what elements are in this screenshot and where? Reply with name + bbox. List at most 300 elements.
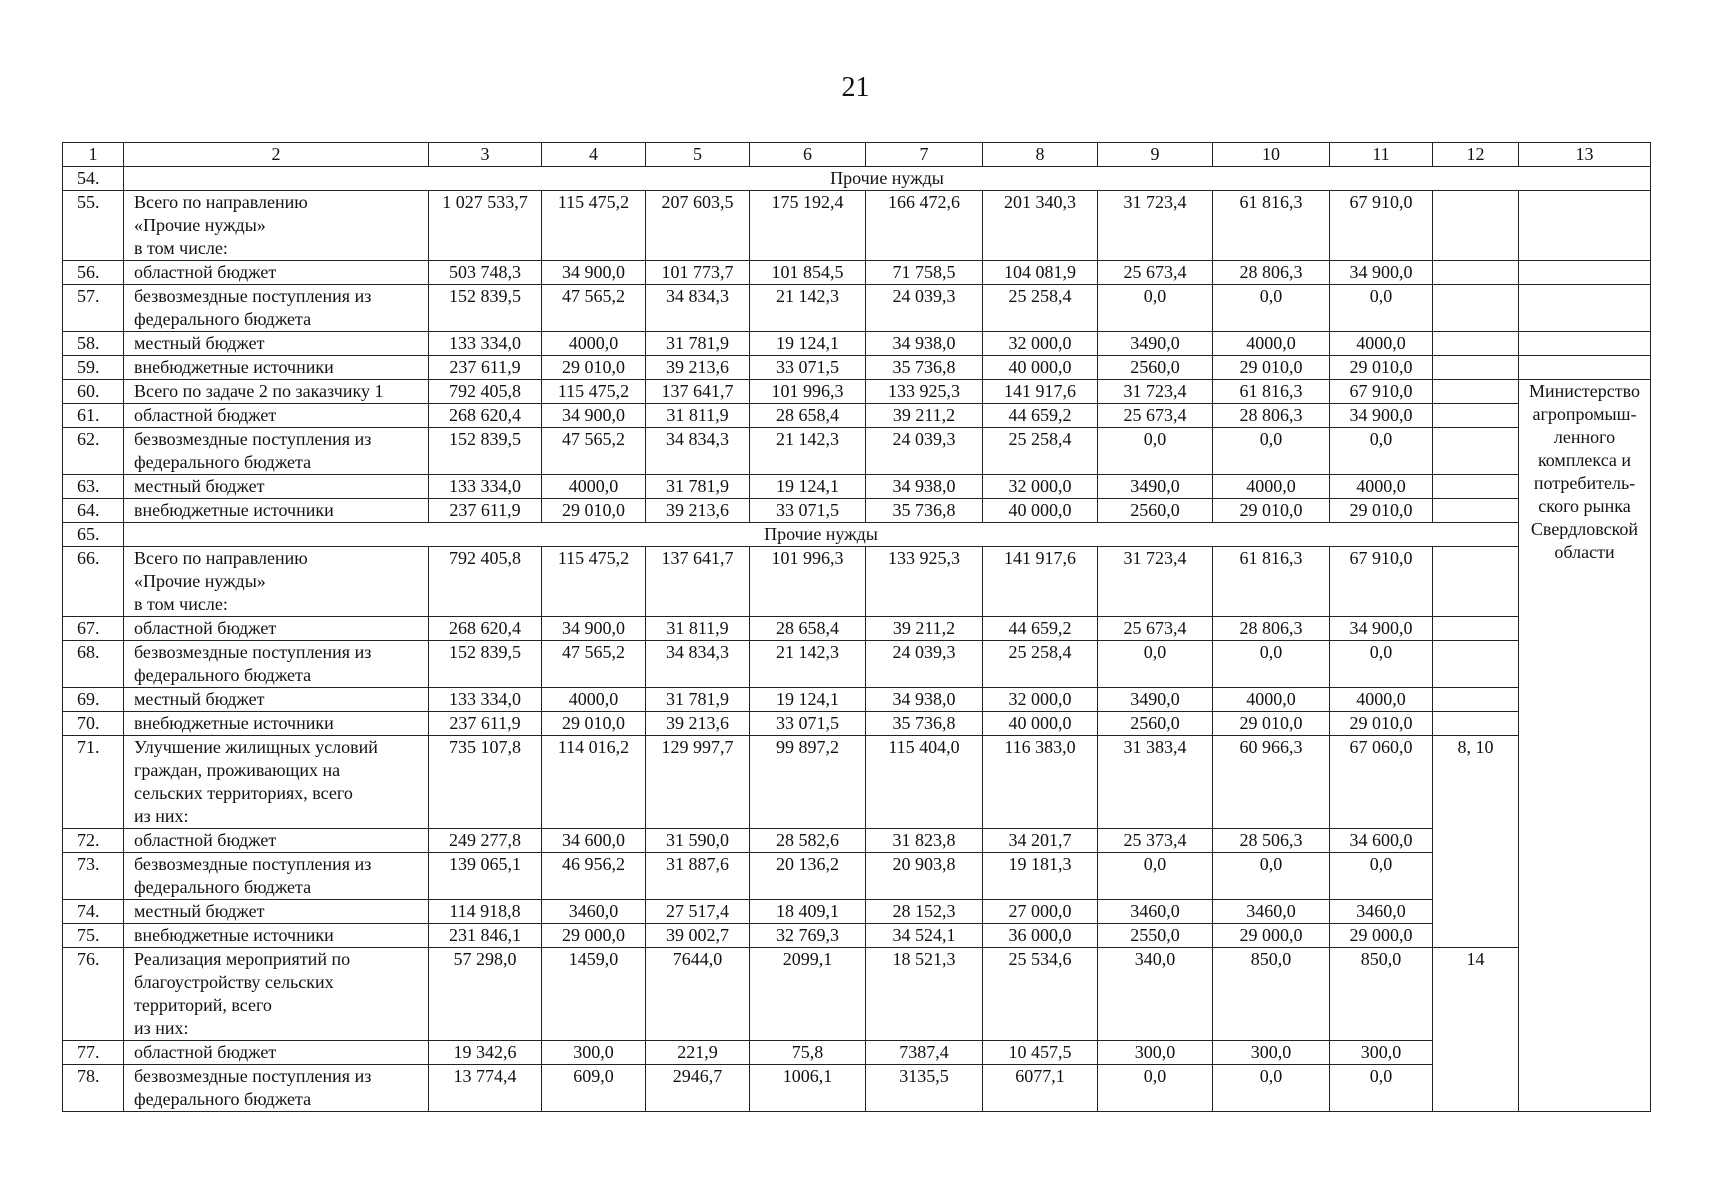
table-row: [63, 285, 1651, 332]
value-cell: 4000,0: [1213, 475, 1330, 499]
value-cell: 0,0: [1098, 1065, 1213, 1112]
value-cell: 33 071,5: [750, 356, 866, 380]
value-cell: 152 839,5: [429, 428, 542, 475]
value-cell: 792 405,8: [429, 547, 542, 617]
indicator-ref: [1433, 285, 1519, 332]
value-cell: 32 000,0: [983, 688, 1098, 712]
value-cell: 25 258,4: [983, 428, 1098, 475]
value-cell: 237 611,9: [429, 356, 542, 380]
indicator-ref: [1433, 404, 1519, 428]
row-number: 58.: [63, 332, 124, 356]
value-cell: 21 142,3: [750, 641, 866, 688]
executor-cell-empty: [1519, 356, 1651, 380]
row-number: 65.: [63, 523, 124, 547]
value-cell: 34 900,0: [1330, 617, 1433, 641]
value-cell: 25 258,4: [983, 285, 1098, 332]
table-row: [63, 853, 1651, 900]
value-cell: 2560,0: [1098, 356, 1213, 380]
row-number: 68.: [63, 641, 124, 688]
value-cell: 47 565,2: [542, 428, 646, 475]
row-name: внебюджетные источники: [124, 499, 429, 523]
section-title: Прочие нужды: [124, 167, 1651, 191]
value-cell: 0,0: [1330, 1065, 1433, 1112]
value-cell: 3490,0: [1098, 475, 1213, 499]
value-cell: 29 010,0: [1213, 712, 1330, 736]
value-cell: 0,0: [1213, 641, 1330, 688]
table-row: [63, 617, 1651, 641]
value-cell: 503 748,3: [429, 261, 542, 285]
row-name: местный бюджет: [124, 332, 429, 356]
row-name: безвозмездные поступления из федерального бюджета: [124, 853, 429, 900]
value-cell: 44 659,2: [983, 404, 1098, 428]
value-cell: 114 016,2: [542, 736, 646, 829]
value-cell: 4000,0: [542, 475, 646, 499]
value-cell: 231 846,1: [429, 924, 542, 948]
value-cell: 3490,0: [1098, 332, 1213, 356]
row-number: 72.: [63, 829, 124, 853]
table-row: [63, 1041, 1651, 1065]
value-cell: 39 213,6: [646, 356, 750, 380]
value-cell: 39 213,6: [646, 499, 750, 523]
value-cell: 0,0: [1330, 641, 1433, 688]
value-cell: 2099,1: [750, 948, 866, 1041]
value-cell: 31 811,9: [646, 404, 750, 428]
table-row: [63, 829, 1651, 853]
row-name: безвозмездные поступления из федерального бюджета: [124, 1065, 429, 1112]
value-cell: 237 611,9: [429, 712, 542, 736]
value-cell: 13 774,4: [429, 1065, 542, 1112]
value-cell: 0,0: [1330, 285, 1433, 332]
column-header: 8: [983, 143, 1098, 167]
value-cell: 2560,0: [1098, 499, 1213, 523]
table-row: [63, 475, 1651, 499]
value-cell: 6077,1: [983, 1065, 1098, 1112]
value-cell: 4000,0: [1213, 332, 1330, 356]
value-cell: 28 806,3: [1213, 261, 1330, 285]
value-cell: 3460,0: [542, 900, 646, 924]
value-cell: 40 000,0: [983, 356, 1098, 380]
value-cell: 31 823,8: [866, 829, 983, 853]
table-row: [63, 428, 1651, 475]
value-cell: 207 603,5: [646, 191, 750, 261]
table-row: [63, 191, 1651, 261]
table-row: [63, 948, 1651, 1041]
value-cell: 7387,4: [866, 1041, 983, 1065]
value-cell: 101 996,3: [750, 380, 866, 404]
row-number: 59.: [63, 356, 124, 380]
row-name: внебюджетные источники: [124, 356, 429, 380]
value-cell: 3460,0: [1330, 900, 1433, 924]
value-cell: 28 152,3: [866, 900, 983, 924]
value-cell: 67 060,0: [1330, 736, 1433, 829]
value-cell: 25 673,4: [1098, 617, 1213, 641]
value-cell: 29 000,0: [1330, 924, 1433, 948]
value-cell: 0,0: [1098, 641, 1213, 688]
value-cell: 0,0: [1213, 428, 1330, 475]
value-cell: 34 834,3: [646, 285, 750, 332]
row-number: 63.: [63, 475, 124, 499]
value-cell: 133 334,0: [429, 688, 542, 712]
value-cell: 300,0: [1098, 1041, 1213, 1065]
value-cell: 249 277,8: [429, 829, 542, 853]
column-header: 13: [1519, 143, 1651, 167]
budget-table: [62, 142, 1651, 1112]
indicator-ref: [1433, 641, 1519, 688]
table-row: [63, 924, 1651, 948]
value-cell: 7644,0: [646, 948, 750, 1041]
value-cell: 24 039,3: [866, 428, 983, 475]
value-cell: 20 136,2: [750, 853, 866, 900]
value-cell: 116 383,0: [983, 736, 1098, 829]
value-cell: 115 404,0: [866, 736, 983, 829]
row-name: безвозмездные поступления из федерального бюджета: [124, 428, 429, 475]
value-cell: 34 201,7: [983, 829, 1098, 853]
row-number: 61.: [63, 404, 124, 428]
value-cell: 25 534,6: [983, 948, 1098, 1041]
row-number: 56.: [63, 261, 124, 285]
value-cell: 19 342,6: [429, 1041, 542, 1065]
row-number: 60.: [63, 380, 124, 404]
value-cell: 28 582,6: [750, 829, 866, 853]
executor-cell-empty: [1519, 191, 1651, 261]
value-cell: 35 736,8: [866, 499, 983, 523]
page-number: 21: [841, 72, 870, 103]
value-cell: 0,0: [1330, 428, 1433, 475]
value-cell: 735 107,8: [429, 736, 542, 829]
row-number: 69.: [63, 688, 124, 712]
value-cell: 10 457,5: [983, 1041, 1098, 1065]
section-row: [63, 523, 1651, 547]
value-cell: 46 956,2: [542, 853, 646, 900]
row-number: 73.: [63, 853, 124, 900]
value-cell: 0,0: [1330, 853, 1433, 900]
row-name: Всего по направлению «Прочие нужды» в том числе:: [124, 191, 429, 261]
indicator-ref: [1433, 356, 1519, 380]
value-cell: 29 010,0: [1330, 356, 1433, 380]
value-cell: 67 910,0: [1330, 380, 1433, 404]
value-cell: 139 065,1: [429, 853, 542, 900]
value-cell: 609,0: [542, 1065, 646, 1112]
value-cell: 21 142,3: [750, 428, 866, 475]
value-cell: 39 211,2: [866, 404, 983, 428]
indicator-ref: [1433, 617, 1519, 641]
value-cell: 28 806,3: [1213, 617, 1330, 641]
value-cell: 29 010,0: [542, 499, 646, 523]
value-cell: 25 373,4: [1098, 829, 1213, 853]
section-title: Прочие нужды: [124, 523, 1519, 547]
value-cell: 29 010,0: [1330, 712, 1433, 736]
value-cell: 0,0: [1213, 1065, 1330, 1112]
value-cell: 34 524,1: [866, 924, 983, 948]
table-body: [63, 143, 1651, 1112]
value-cell: 114 918,8: [429, 900, 542, 924]
table-row: [63, 356, 1651, 380]
value-cell: 133 925,3: [866, 380, 983, 404]
value-cell: 237 611,9: [429, 499, 542, 523]
value-cell: 850,0: [1213, 948, 1330, 1041]
value-cell: 36 000,0: [983, 924, 1098, 948]
value-cell: 27 000,0: [983, 900, 1098, 924]
indicator-ref: [1433, 688, 1519, 712]
value-cell: 40 000,0: [983, 499, 1098, 523]
row-name: местный бюджет: [124, 475, 429, 499]
value-cell: 34 900,0: [542, 404, 646, 428]
value-cell: 4000,0: [1213, 688, 1330, 712]
value-cell: 4000,0: [1330, 332, 1433, 356]
value-cell: 34 900,0: [1330, 261, 1433, 285]
row-number: 75.: [63, 924, 124, 948]
value-cell: 35 736,8: [866, 356, 983, 380]
value-cell: 221,9: [646, 1041, 750, 1065]
value-cell: 137 641,7: [646, 547, 750, 617]
value-cell: 29 010,0: [542, 356, 646, 380]
value-cell: 31 723,4: [1098, 547, 1213, 617]
value-cell: 34 834,3: [646, 641, 750, 688]
row-number: 74.: [63, 900, 124, 924]
value-cell: 18 409,1: [750, 900, 866, 924]
executor-cell-empty: [1519, 285, 1651, 332]
value-cell: 34 938,0: [866, 332, 983, 356]
value-cell: 1459,0: [542, 948, 646, 1041]
value-cell: 115 475,2: [542, 380, 646, 404]
value-cell: 4000,0: [542, 688, 646, 712]
indicator-ref: [1433, 499, 1519, 523]
value-cell: 33 071,5: [750, 499, 866, 523]
value-cell: 19 124,1: [750, 475, 866, 499]
value-cell: 2946,7: [646, 1065, 750, 1112]
value-cell: 792 405,8: [429, 380, 542, 404]
indicator-ref: [1433, 332, 1519, 356]
row-name: Всего по задаче 2 по заказчику 1: [124, 380, 429, 404]
value-cell: 24 039,3: [866, 641, 983, 688]
value-cell: 3490,0: [1098, 688, 1213, 712]
value-cell: 25 673,4: [1098, 261, 1213, 285]
value-cell: 25 258,4: [983, 641, 1098, 688]
value-cell: 57 298,0: [429, 948, 542, 1041]
value-cell: 29 010,0: [1213, 499, 1330, 523]
value-cell: 34 600,0: [1330, 829, 1433, 853]
value-cell: 268 620,4: [429, 404, 542, 428]
column-header: 2: [124, 143, 429, 167]
value-cell: 2560,0: [1098, 712, 1213, 736]
value-cell: 340,0: [1098, 948, 1213, 1041]
value-cell: 39 002,7: [646, 924, 750, 948]
row-number: 77.: [63, 1041, 124, 1065]
row-name: областной бюджет: [124, 1041, 429, 1065]
value-cell: 27 517,4: [646, 900, 750, 924]
table-row: [63, 261, 1651, 285]
row-name: областной бюджет: [124, 617, 429, 641]
value-cell: 1 027 533,7: [429, 191, 542, 261]
value-cell: 31 781,9: [646, 332, 750, 356]
column-header-row: [63, 143, 1651, 167]
indicator-ref: [1433, 428, 1519, 475]
value-cell: 31 781,9: [646, 475, 750, 499]
column-header: 5: [646, 143, 750, 167]
value-cell: 75,8: [750, 1041, 866, 1065]
row-name: Реализация мероприятий по благоустройству сельских территорий, всего из них:: [124, 948, 429, 1041]
value-cell: 71 758,5: [866, 261, 983, 285]
value-cell: 33 071,5: [750, 712, 866, 736]
table-row: [63, 1065, 1651, 1112]
table-row: [63, 900, 1651, 924]
value-cell: 32 000,0: [983, 475, 1098, 499]
value-cell: 101 773,7: [646, 261, 750, 285]
value-cell: 31 811,9: [646, 617, 750, 641]
value-cell: 31 590,0: [646, 829, 750, 853]
indicator-ref: 8, 10: [1433, 736, 1519, 948]
value-cell: 101 854,5: [750, 261, 866, 285]
value-cell: 31 723,4: [1098, 191, 1213, 261]
value-cell: 1006,1: [750, 1065, 866, 1112]
row-name: внебюджетные источники: [124, 924, 429, 948]
row-number: 57.: [63, 285, 124, 332]
row-number: 54.: [63, 167, 124, 191]
section-row: [63, 167, 1651, 191]
value-cell: 137 641,7: [646, 380, 750, 404]
value-cell: 115 475,2: [542, 547, 646, 617]
column-header: 6: [750, 143, 866, 167]
value-cell: 29 010,0: [1330, 499, 1433, 523]
value-cell: 3460,0: [1098, 900, 1213, 924]
row-number: 55.: [63, 191, 124, 261]
value-cell: 47 565,2: [542, 641, 646, 688]
value-cell: 133 334,0: [429, 475, 542, 499]
column-header: 12: [1433, 143, 1519, 167]
row-name: безвозмездные поступления из федерального бюджета: [124, 285, 429, 332]
value-cell: 4000,0: [1330, 688, 1433, 712]
value-cell: 300,0: [1213, 1041, 1330, 1065]
value-cell: 175 192,4: [750, 191, 866, 261]
value-cell: 20 903,8: [866, 853, 983, 900]
table-row: [63, 499, 1651, 523]
value-cell: 29 000,0: [542, 924, 646, 948]
value-cell: 0,0: [1098, 853, 1213, 900]
value-cell: 0,0: [1098, 285, 1213, 332]
value-cell: 34 900,0: [1330, 404, 1433, 428]
value-cell: 850,0: [1330, 948, 1433, 1041]
row-number: 70.: [63, 712, 124, 736]
value-cell: 0,0: [1213, 853, 1330, 900]
value-cell: 19 124,1: [750, 688, 866, 712]
row-name: внебюджетные источники: [124, 712, 429, 736]
table-row: [63, 641, 1651, 688]
value-cell: 61 816,3: [1213, 191, 1330, 261]
value-cell: 166 472,6: [866, 191, 983, 261]
value-cell: 31 723,4: [1098, 380, 1213, 404]
value-cell: 34 834,3: [646, 428, 750, 475]
value-cell: 31 781,9: [646, 688, 750, 712]
value-cell: 61 816,3: [1213, 547, 1330, 617]
value-cell: 32 769,3: [750, 924, 866, 948]
indicator-ref: [1433, 380, 1519, 404]
value-cell: 29 010,0: [542, 712, 646, 736]
value-cell: 32 000,0: [983, 332, 1098, 356]
value-cell: 21 142,3: [750, 285, 866, 332]
column-header: 3: [429, 143, 542, 167]
value-cell: 99 897,2: [750, 736, 866, 829]
table-row: [63, 380, 1651, 404]
value-cell: 104 081,9: [983, 261, 1098, 285]
row-number: 67.: [63, 617, 124, 641]
table-row: [63, 404, 1651, 428]
value-cell: 129 997,7: [646, 736, 750, 829]
value-cell: 3460,0: [1213, 900, 1330, 924]
table-row: [63, 547, 1651, 617]
table-row: [63, 736, 1651, 829]
value-cell: 300,0: [542, 1041, 646, 1065]
value-cell: 34 938,0: [866, 688, 983, 712]
row-name: Улучшение жилищных условий граждан, проживающих на сельских территориях, всего из них:: [124, 736, 429, 829]
value-cell: 60 966,3: [1213, 736, 1330, 829]
value-cell: 34 900,0: [542, 261, 646, 285]
value-cell: 28 658,4: [750, 404, 866, 428]
value-cell: 39 211,2: [866, 617, 983, 641]
column-header: 1: [63, 143, 124, 167]
value-cell: 31 887,6: [646, 853, 750, 900]
indicator-ref: [1433, 547, 1519, 617]
indicator-ref: [1433, 191, 1519, 261]
value-cell: 34 900,0: [542, 617, 646, 641]
value-cell: 3135,5: [866, 1065, 983, 1112]
value-cell: 34 938,0: [866, 475, 983, 499]
value-cell: 268 620,4: [429, 617, 542, 641]
value-cell: 133 334,0: [429, 332, 542, 356]
row-name: областной бюджет: [124, 404, 429, 428]
row-number: 78.: [63, 1065, 124, 1112]
value-cell: 47 565,2: [542, 285, 646, 332]
column-header: 11: [1330, 143, 1433, 167]
value-cell: 31 383,4: [1098, 736, 1213, 829]
indicator-ref: [1433, 475, 1519, 499]
row-number: 66.: [63, 547, 124, 617]
value-cell: 61 816,3: [1213, 380, 1330, 404]
value-cell: 141 917,6: [983, 547, 1098, 617]
row-number: 71.: [63, 736, 124, 829]
value-cell: 201 340,3: [983, 191, 1098, 261]
value-cell: 67 910,0: [1330, 547, 1433, 617]
value-cell: 67 910,0: [1330, 191, 1433, 261]
value-cell: 40 000,0: [983, 712, 1098, 736]
value-cell: 29 000,0: [1213, 924, 1330, 948]
value-cell: 28 658,4: [750, 617, 866, 641]
value-cell: 101 996,3: [750, 547, 866, 617]
value-cell: 4000,0: [542, 332, 646, 356]
value-cell: 18 521,3: [866, 948, 983, 1041]
row-name: местный бюджет: [124, 688, 429, 712]
value-cell: 152 839,5: [429, 641, 542, 688]
indicator-ref: 14: [1433, 948, 1519, 1112]
value-cell: 133 925,3: [866, 547, 983, 617]
column-header: 4: [542, 143, 646, 167]
value-cell: 19 124,1: [750, 332, 866, 356]
value-cell: 34 600,0: [542, 829, 646, 853]
value-cell: 44 659,2: [983, 617, 1098, 641]
value-cell: 300,0: [1330, 1041, 1433, 1065]
column-header: 10: [1213, 143, 1330, 167]
row-number: 64.: [63, 499, 124, 523]
value-cell: 25 673,4: [1098, 404, 1213, 428]
value-cell: 4000,0: [1330, 475, 1433, 499]
value-cell: 152 839,5: [429, 285, 542, 332]
row-name: безвозмездные поступления из федерального бюджета: [124, 641, 429, 688]
value-cell: 28 806,3: [1213, 404, 1330, 428]
executor-cell-empty: [1519, 261, 1651, 285]
value-cell: 0,0: [1098, 428, 1213, 475]
executor-cell: Министерство агропромыш- ленного комплекса и потребитель- ского рынка Свердловской области: [1519, 380, 1651, 1112]
table-row: [63, 688, 1651, 712]
value-cell: 2550,0: [1098, 924, 1213, 948]
